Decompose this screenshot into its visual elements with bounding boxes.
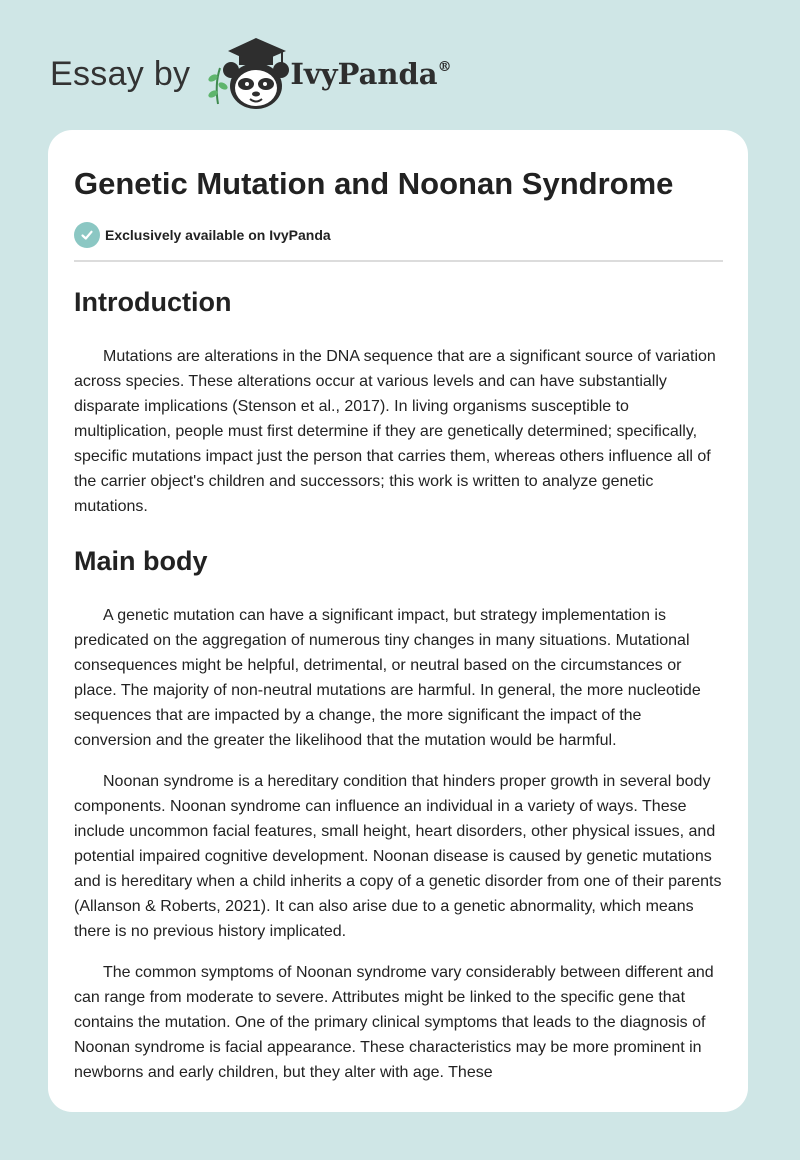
essay-title: Genetic Mutation and Noonan Syndrome: [74, 166, 674, 201]
brand-prefix: Essay by: [50, 54, 191, 93]
paragraph: Mutations are alterations in the DNA sequence that are a significant source of variation across species. These alterations occur at various levels and can have substantially disparate implications (Stenson et al., 2017). In living organisms susceptible to multiplication, people must first determine if they are genetically determined; specifically, specific mutations impact just the person that carries them, whereas others influence all of the carrier object's children and successors; this work is written to analyze genetic mutations.: [74, 348, 716, 515]
paragraph: Noonan syndrome is a hereditary condition that hinders proper growth in several body components. Noonan syndrome can influence an individual in a variety of ways. These include uncommon facial features, small height, heart disorders, other physical issues, and potential impaired cognitive development. Noonan disease is caused by genetic mutations and is hereditary when a child inherits a copy of a genetic disorder from one of their parents (Allanson & Roberts, 2021). It can also arise due to a genetic abnormality, which means there is no previous history implicated.: [74, 773, 722, 940]
panda-logo-icon: [204, 34, 294, 114]
brand-header: [50, 34, 452, 114]
essay-body: [74, 282, 723, 1085]
title-divider: [74, 260, 723, 262]
paragraph: The common symptoms of Noonan syndrome vary considerably between different and can range from moderate to severe. Attributes might be linked to the specific gene that contains the mutation. One of the primary clinical symptoms that leads to the diagnosis of Noonan syndrome is facial appearance. These characteristics may be more prominent in newborns and early children, but they alter with age. These: [74, 964, 714, 1081]
checkmark-icon: [74, 222, 100, 248]
registered-mark: ®: [437, 59, 452, 76]
brand-name: IvyPanda®: [290, 57, 452, 91]
badge-text: Exclusively available on IvyPanda: [105, 227, 331, 243]
section-heading-introduction: Introduction: [74, 287, 232, 317]
paragraph: A genetic mutation can have a significant impact, but strategy implementation is predicated on the aggregation of numerous tiny changes in many situations. Mutational consequences might be helpful, detrimental, or neutral based on the circumstances or place. The majority of non-neutral mutations are harmful. In general, the more nucleotide sequences that are impacted by a change, the more significant the impact of the conversion and the greater the likelihood that the mutation would be harmful.: [74, 607, 701, 749]
section-heading-main-body: Main body: [74, 546, 208, 576]
exclusive-badge: [74, 222, 331, 248]
essay-card: [48, 130, 748, 1112]
